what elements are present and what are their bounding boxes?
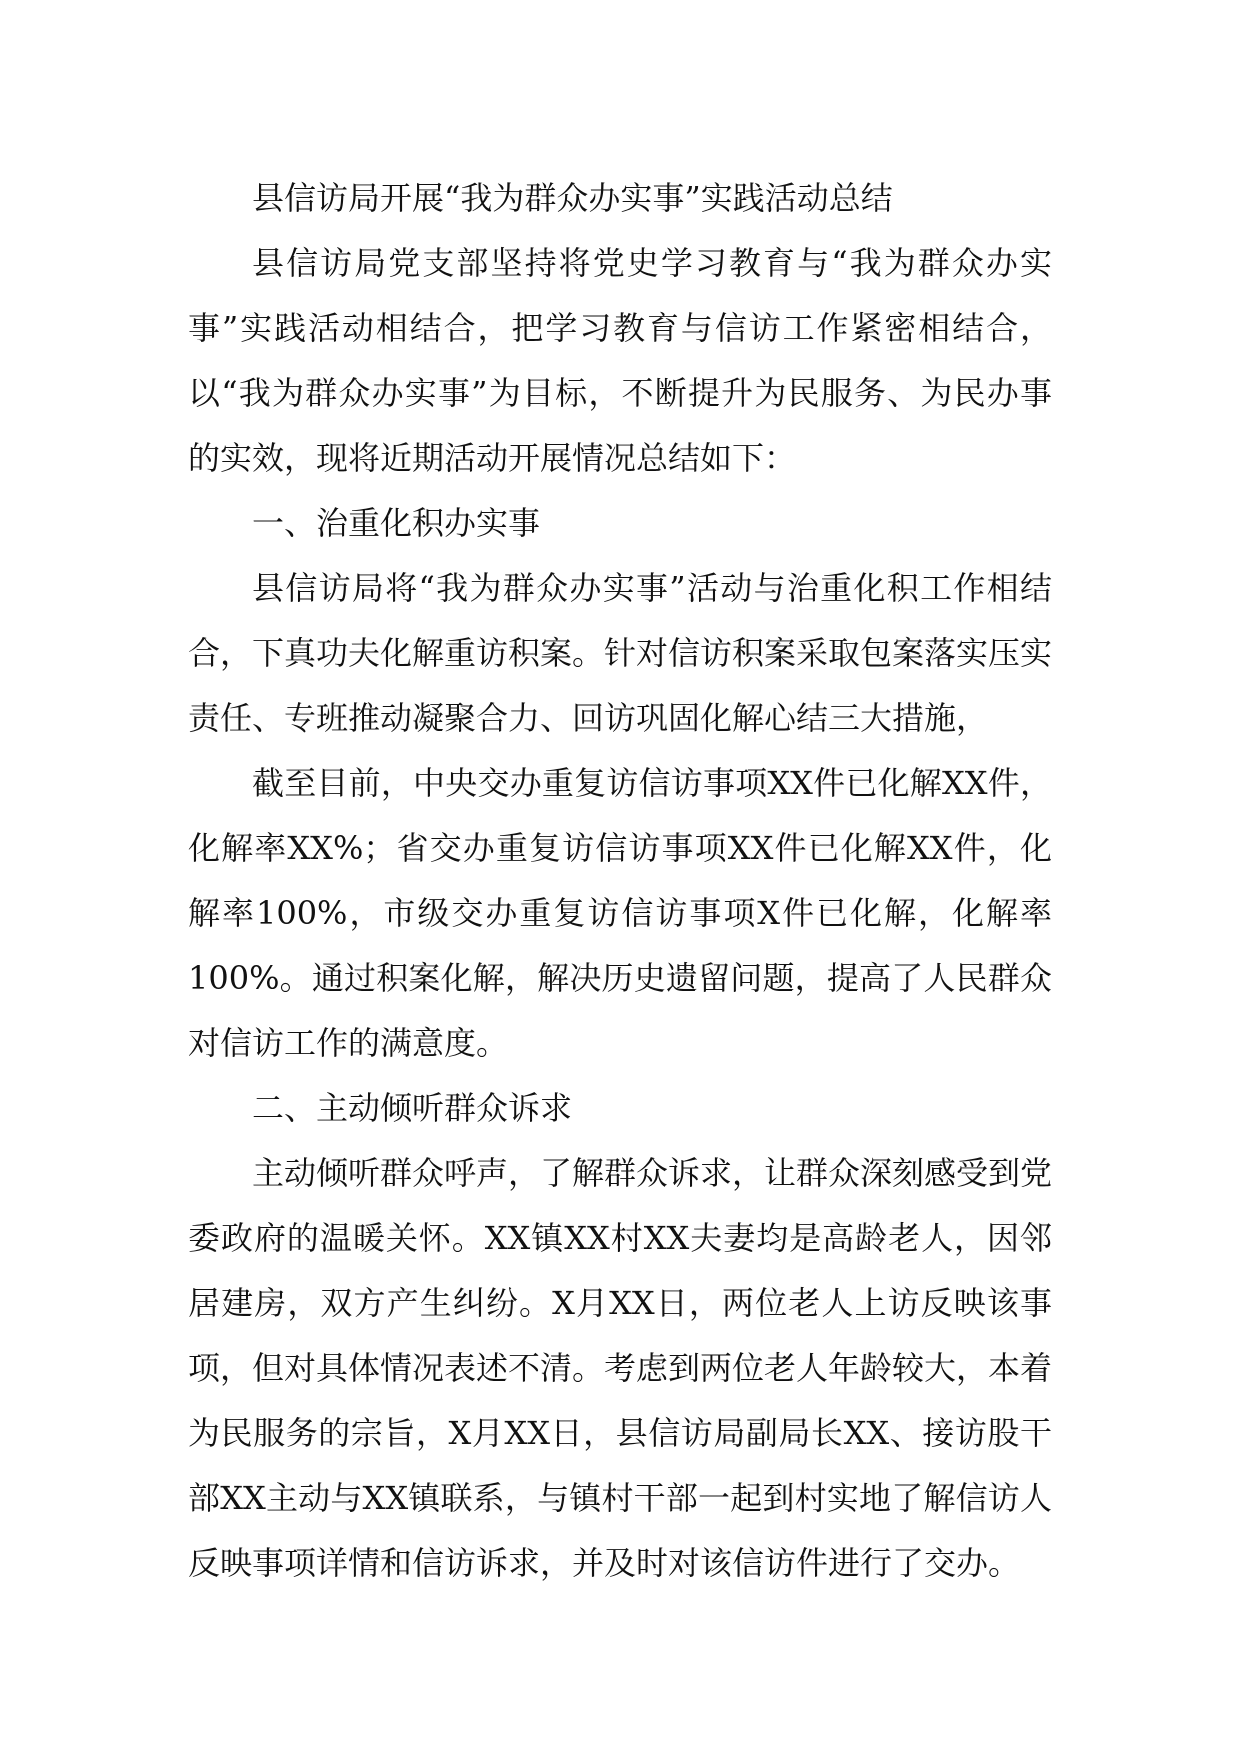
section-1-heading: 一、治重化积办实事 <box>252 504 541 542</box>
document-body <box>188 166 1052 1596</box>
document-title: 县信访局开展“我为群众办实事”实践活动总结 <box>252 179 893 217</box>
section-1-paragraph-1: 县信访局将“我为群众办实事”活动与治重化积工作相结合，下真功夫化解重访积案。针对信访积案采取包案落实压实责任、专班推动凝聚合力、回访巩固化解心结三大措施， <box>188 569 1053 737</box>
section-2-paragraph-1: 主动倾听群众呼声，了解群众诉求，让群众深刻感受到党委政府的温暖关怀。XX镇XX村XX夫妻均是高龄老人，因邻居建房，双方产生纠纷。X月XX日，两位老人上访反映该事项，但对具体情况表述不清。考虑到两位老人年龄较大，本着为民服务的宗旨，X月XX日，县信访局副局长XX、接访股干部XX主动与XX镇联系，与镇村干部一起到村实地了解信访人反映事项详情和信访诉求，并及时对该信访件进行了交办。 <box>188 1154 1053 1582</box>
section-1-paragraph-2: 截至目前，中央交办重复访信访事项XX件已化解XX件，化解率XX%；省交办重复访信访事项XX件已化解XX件，化解率100%，市级交办重复访信访事项X件已化解，化解率100%。通过积案化解，解决历史遗留问题，提高了人民群众对信访工作的满意度。 <box>188 764 1052 1062</box>
intro-paragraph: 县信访局党支部坚持将党史学习教育与“我为群众办实事”实践活动相结合，把学习教育与信访工作紧密相结合，以“我为群众办实事”为目标，不断提升为民服务、为民办事的实效，现将近期活动开展情况总结如下： <box>188 244 1052 477</box>
section-2-heading: 二、主动倾听群众诉求 <box>252 1089 573 1127</box>
